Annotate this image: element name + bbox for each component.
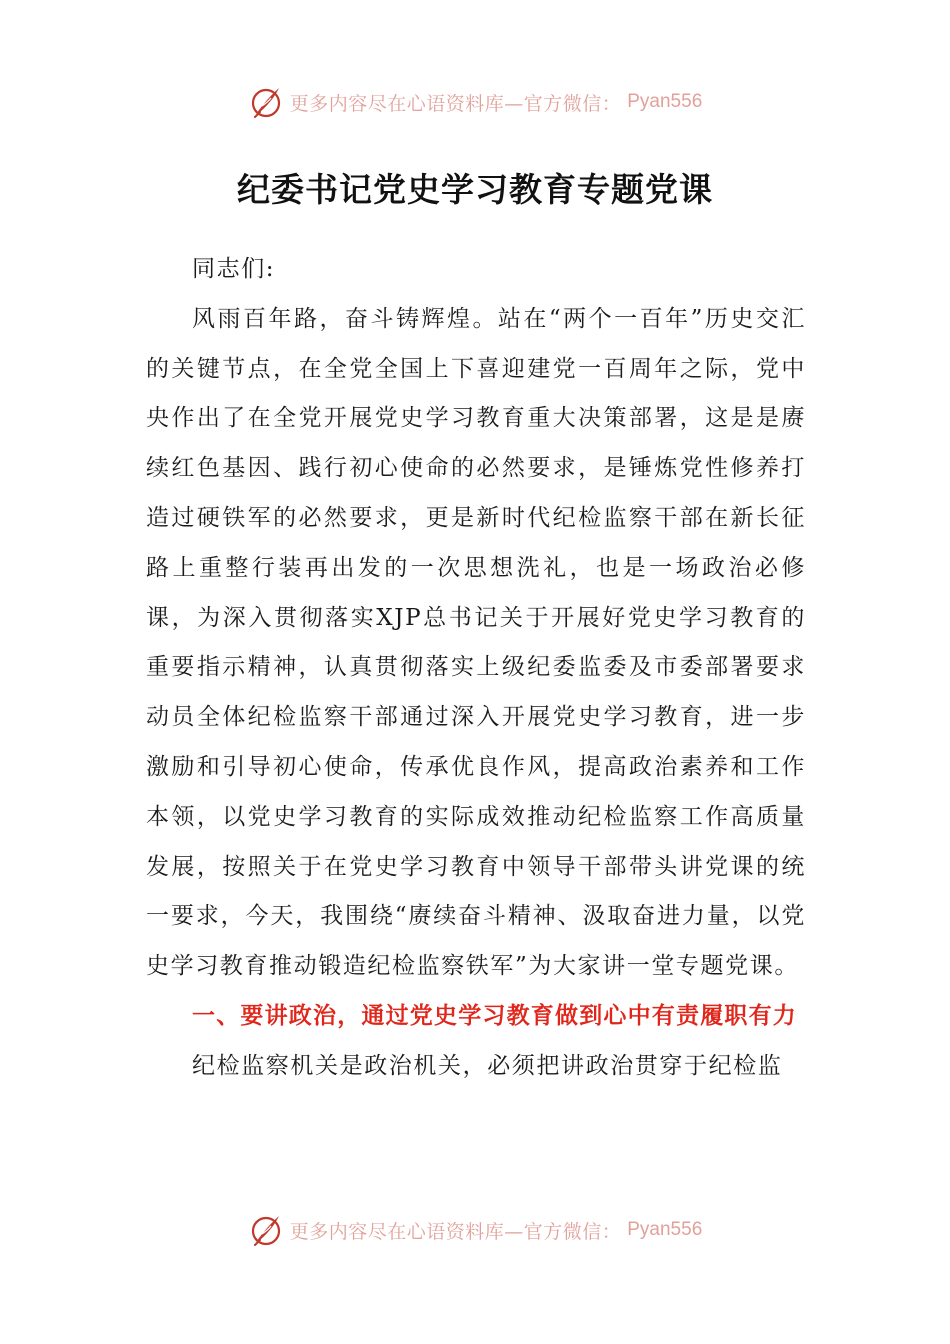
footer-watermark	[0, 1210, 950, 1250]
quill-pen-icon	[248, 84, 284, 120]
quill-pen-icon	[248, 1212, 284, 1248]
section-heading: 一、要讲政治，通过党史学习教育做到心中有责履职有力	[192, 1002, 797, 1029]
intro-paragraph: 风雨百年路，奋斗铸辉煌。站在“两个一百年”历史交汇的关键节点，在全党全国上下喜迎建党一百周年之际，党中央作出了在全党开展党史学习教育重大决策部署，这是是赓续红色基因、践行初心使命的必然要求，是锤炼党性修养打造过硬铁军的必然要求，更是新时代纪检监察干部在新长征路上重整行装再出发的一次思想洗礼，也是一场政治必修课，为深入贯彻落实XJP总书记关于开展好党史学习教育的重要指示精神，认真贯彻落实上级纪委监委及市委部署要求动员全体纪检监察干部通过深入开展党史学习教育，进一步激励和引导初心使命，传承优良作风，提高政治素养和工作本领，以党史学习教育的实际成效推动纪检监察工作高质量发展，按照关于在党史学习教育中领导干部带头讲党课的统一要求，今天，我围绕“赓续奋斗精神、汲取奋进力量，以党史学习教育推动锻造纪检监察铁军”为大家讲一堂专题党课。	[146, 305, 806, 980]
watermark-wechat-id: Pyan556	[627, 91, 703, 112]
section-paragraph: 纪检监察机关是政治机关，必须把讲政治贯穿于纪检监	[192, 1052, 783, 1079]
watermark-text: 更多内容尽在心语资料库—官方微信：	[289, 1220, 622, 1243]
watermark-wechat-id: Pyan556	[627, 1219, 703, 1240]
header-watermark	[0, 82, 950, 122]
salutation: 同志们:	[192, 256, 276, 282]
watermark-text: 更多内容尽在心语资料库—官方微信：	[289, 92, 622, 115]
document-body	[146, 245, 806, 1092]
document-title: 纪委书记党史学习教育专题党课	[237, 170, 713, 209]
